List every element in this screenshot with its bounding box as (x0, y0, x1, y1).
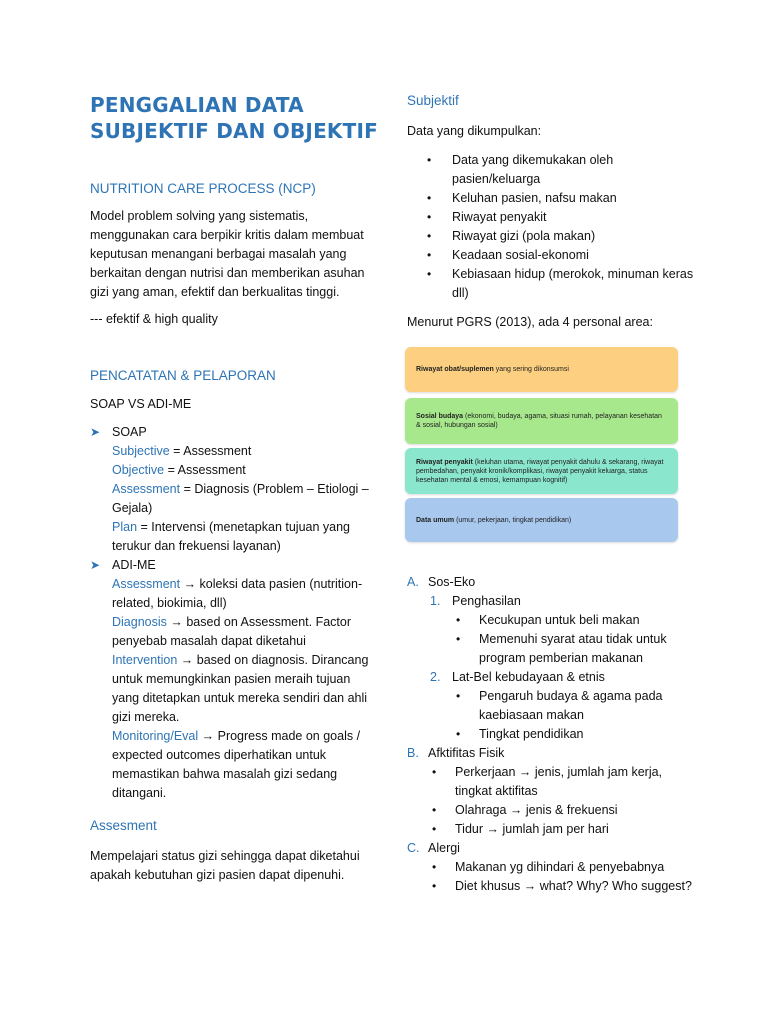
list-item (428, 820, 697, 839)
adime-assessment-key: Assessment (112, 577, 181, 591)
adime-assessment (112, 575, 380, 613)
adime-diagnosis (112, 613, 380, 651)
list-item (407, 227, 697, 246)
title-line-2: SUBJEKTIF DAN OBJEKTIF (90, 119, 378, 143)
assessment-key: Assessment (112, 482, 181, 496)
sub-mark: 1. (430, 594, 441, 608)
objective-key: Objective (112, 463, 165, 477)
ncp-note: --- efektif & high quality (90, 312, 218, 326)
area-box-riwayat-obat (405, 347, 678, 392)
outline-label: Sos-Eko (428, 575, 476, 589)
ncp-heading: NUTRITION CARE PROCESS (NCP) (90, 181, 316, 196)
list-item (452, 611, 697, 630)
list-item-text: Keluhan pasien, nafsu makan (452, 191, 617, 205)
list-item (407, 246, 697, 265)
soap-assessment (112, 480, 380, 518)
assesment-paragraph: Mempelajari status gizi sehingga dapat diketahui apakah kebutuhan gizi pasien dapat dipenuhi. (90, 849, 360, 882)
outline-label: Afktifitas Fisik (428, 746, 505, 760)
soap-label: SOAP (112, 425, 147, 439)
list-item (407, 151, 697, 189)
bullet-icon: • (432, 765, 437, 779)
pencatatan-heading: PENCATATAN & PELAPORAN (90, 368, 276, 383)
bullet-icon: • (427, 191, 432, 205)
bullet-icon: • (427, 248, 432, 262)
list-item (452, 725, 697, 744)
list-item (452, 630, 697, 668)
outline-mark: C. (407, 841, 420, 855)
list-item-text: Data yang dikemukakan oleh pasien/keluarga (452, 153, 614, 186)
assesment-heading: Assesment (90, 818, 157, 833)
outline-mark: B. (407, 746, 419, 760)
list-item (428, 801, 697, 820)
adime-diagnosis-value: → based on Assessment. Factor penyebab masalah dapat diketahui (112, 615, 352, 648)
list-item-text: Tingkat pendidikan (479, 727, 584, 741)
list-item-text: Tidur → jumlah jam per hari (455, 822, 609, 836)
list-item (407, 265, 697, 303)
list-item-text: Perkerjaan → jenis, jumlah jam kerja, tingkat aktifitas (455, 765, 663, 798)
outline-section (407, 573, 697, 896)
objective-value: = Assessment (164, 463, 246, 477)
bullet-icon: • (456, 689, 461, 703)
area-box-sosial-budaya (405, 398, 678, 444)
bullet-icon: • (427, 229, 432, 243)
area-bold: Sosial budaya (416, 413, 464, 420)
lat-bel-list (452, 687, 697, 744)
assessment-value: = Diagnosis (Problem – Etiologi – Gejala) (112, 482, 369, 515)
list-item-text: Kecukupan untuk beli makan (479, 613, 640, 627)
list-item (428, 877, 697, 896)
bullet-icon: • (432, 822, 437, 836)
list-item-text: Kebiasaan hidup (merokok, minuman keras dll) (452, 267, 694, 300)
arrow-bullet-icon: ➤ (90, 425, 101, 439)
outline-item-sos-eko (407, 573, 697, 744)
outline-label: Alergi (428, 841, 460, 855)
adime-diagnosis-key: Diagnosis (112, 615, 167, 629)
adime-monitoring-key: Monitoring/Eval (112, 729, 199, 743)
area-box-riwayat-penyakit (405, 448, 678, 494)
bullet-icon: • (432, 803, 437, 817)
data-list (407, 151, 697, 303)
outline-list (407, 573, 697, 896)
pgrs-line: Menurut PGRS (2013), ada 4 personal area: (407, 315, 653, 329)
left-column (90, 92, 380, 885)
arrow-bullet-icon: ➤ (90, 558, 101, 572)
sub-label: Penghasilan (452, 594, 521, 608)
list-item-text: Diet khusus → what? Why? Who suggest? (455, 879, 692, 893)
area-text: (keluhan utama, riwayat penyakit dahulu & sekarang, riwayat pembedahan, penyakit kronik/komplikasi, riwayat penyakit keluarga, status kesehatan mental & emosi, kemampuan kognitif) (416, 458, 664, 484)
soap-plan (112, 518, 380, 556)
area-bold: Riwayat penyakit (416, 458, 473, 466)
bullet-icon: • (432, 879, 437, 893)
list-item-text: Pengaruh budaya & agama pada kaebiasaan makan (479, 689, 663, 722)
bullet-icon: • (432, 860, 437, 874)
list-item-text: Keadaan sosial-ekonomi (452, 248, 589, 262)
ncp-paragraph: Model problem solving yang sistematis, menggunakan cara berpikir kritis dalam membuat keputusan menangani berbagai masalah yang berkaitan dengan nutrisi dan memberikan asuhan gizi yang aman, efektif dan berkualitas tinggi. (90, 209, 365, 299)
bullet-icon: • (456, 632, 461, 646)
list-item-text: Riwayat penyakit (452, 210, 547, 224)
adime-monitoring-value: → Progress made on goals / expected outcomes diperhatikan untuk memastikan bahwa masalah gizi sedang ditangani. (112, 729, 361, 800)
list-item (407, 189, 697, 208)
soap-vs-adime: SOAP VS ADI-ME (90, 397, 192, 411)
adime-item (90, 556, 380, 803)
list-item-text: Olahraga → jenis & frekuensi (455, 803, 618, 817)
list-item-text: Makanan yg dihindari & penyebabnya (455, 860, 665, 874)
area-bold: Riwayat obat/suplemen (416, 366, 494, 373)
plan-value: = Intervensi (menetapkan tujuan yang terukur dan frekuensi layanan) (112, 520, 351, 553)
soap-objective (112, 461, 380, 480)
area-text: (ekonomi, budaya, agama, situasi rumah, pelayanan kesehatan & sosial, hubungan sosial) (416, 413, 662, 429)
outline-item-alergi (407, 839, 697, 896)
soap-adime-list (90, 423, 380, 803)
outline-item-aktifitas (407, 744, 697, 839)
adime-intervention (112, 651, 380, 727)
bullet-icon: • (427, 210, 432, 224)
adime-monitoring (112, 727, 380, 803)
list-item-text: Riwayat gizi (pola makan) (452, 229, 596, 243)
sos-eko-sublist (428, 592, 697, 744)
title-line-1: PENGGALIAN DATA (90, 93, 304, 117)
adime-intervention-value: → based on diagnosis. Dirancang untuk memungkinkan pasien meraih tujuan yang ditetapkan untuk mereka sendiri dan ahli gizi mereka. (112, 653, 369, 724)
aktifitas-list (407, 763, 697, 839)
subjective-key: Subjective (112, 444, 170, 458)
bullet-icon: • (427, 267, 432, 281)
penghasilan-list (452, 611, 697, 668)
outline-mark: A. (407, 575, 419, 589)
list-item-text: Memenuhi syarat atau tidak untuk program pemberian makanan (479, 632, 667, 665)
sub-item-penghasilan (428, 592, 697, 668)
list-item (452, 687, 697, 725)
plan-key: Plan (112, 520, 138, 534)
alergi-list (407, 858, 697, 896)
sub-item-lat-bel (428, 668, 697, 744)
bullet-icon: • (427, 153, 432, 167)
area-box-data-umum (405, 498, 678, 542)
subjective-value: = Assessment (169, 444, 252, 458)
list-item (428, 763, 697, 801)
area-text: (umur, pekerjaan, tingkat pendidikan) (454, 516, 572, 524)
soap-subjective (112, 442, 380, 461)
page-title (90, 92, 380, 144)
bullet-icon: • (456, 613, 461, 627)
data-intro: Data yang dikumpulkan: (407, 124, 542, 138)
bullet-icon: • (456, 727, 461, 741)
area-text: yang sering dikonsumsi (493, 366, 569, 373)
right-column (407, 92, 697, 332)
sub-mark: 2. (430, 670, 441, 684)
adime-intervention-key: Intervention (112, 653, 178, 667)
adime-assessment-value: → koleksi data pasien (nutrition-related, biokimia, dll) (112, 577, 363, 610)
list-item (428, 858, 697, 877)
area-bold: Data umum (416, 516, 455, 524)
soap-item (90, 423, 380, 556)
list-item (407, 208, 697, 227)
subjektif-heading: Subjektif (407, 93, 459, 108)
sub-label: Lat-Bel kebudayaan & etnis (452, 670, 605, 684)
adime-label: ADI-ME (112, 558, 156, 572)
